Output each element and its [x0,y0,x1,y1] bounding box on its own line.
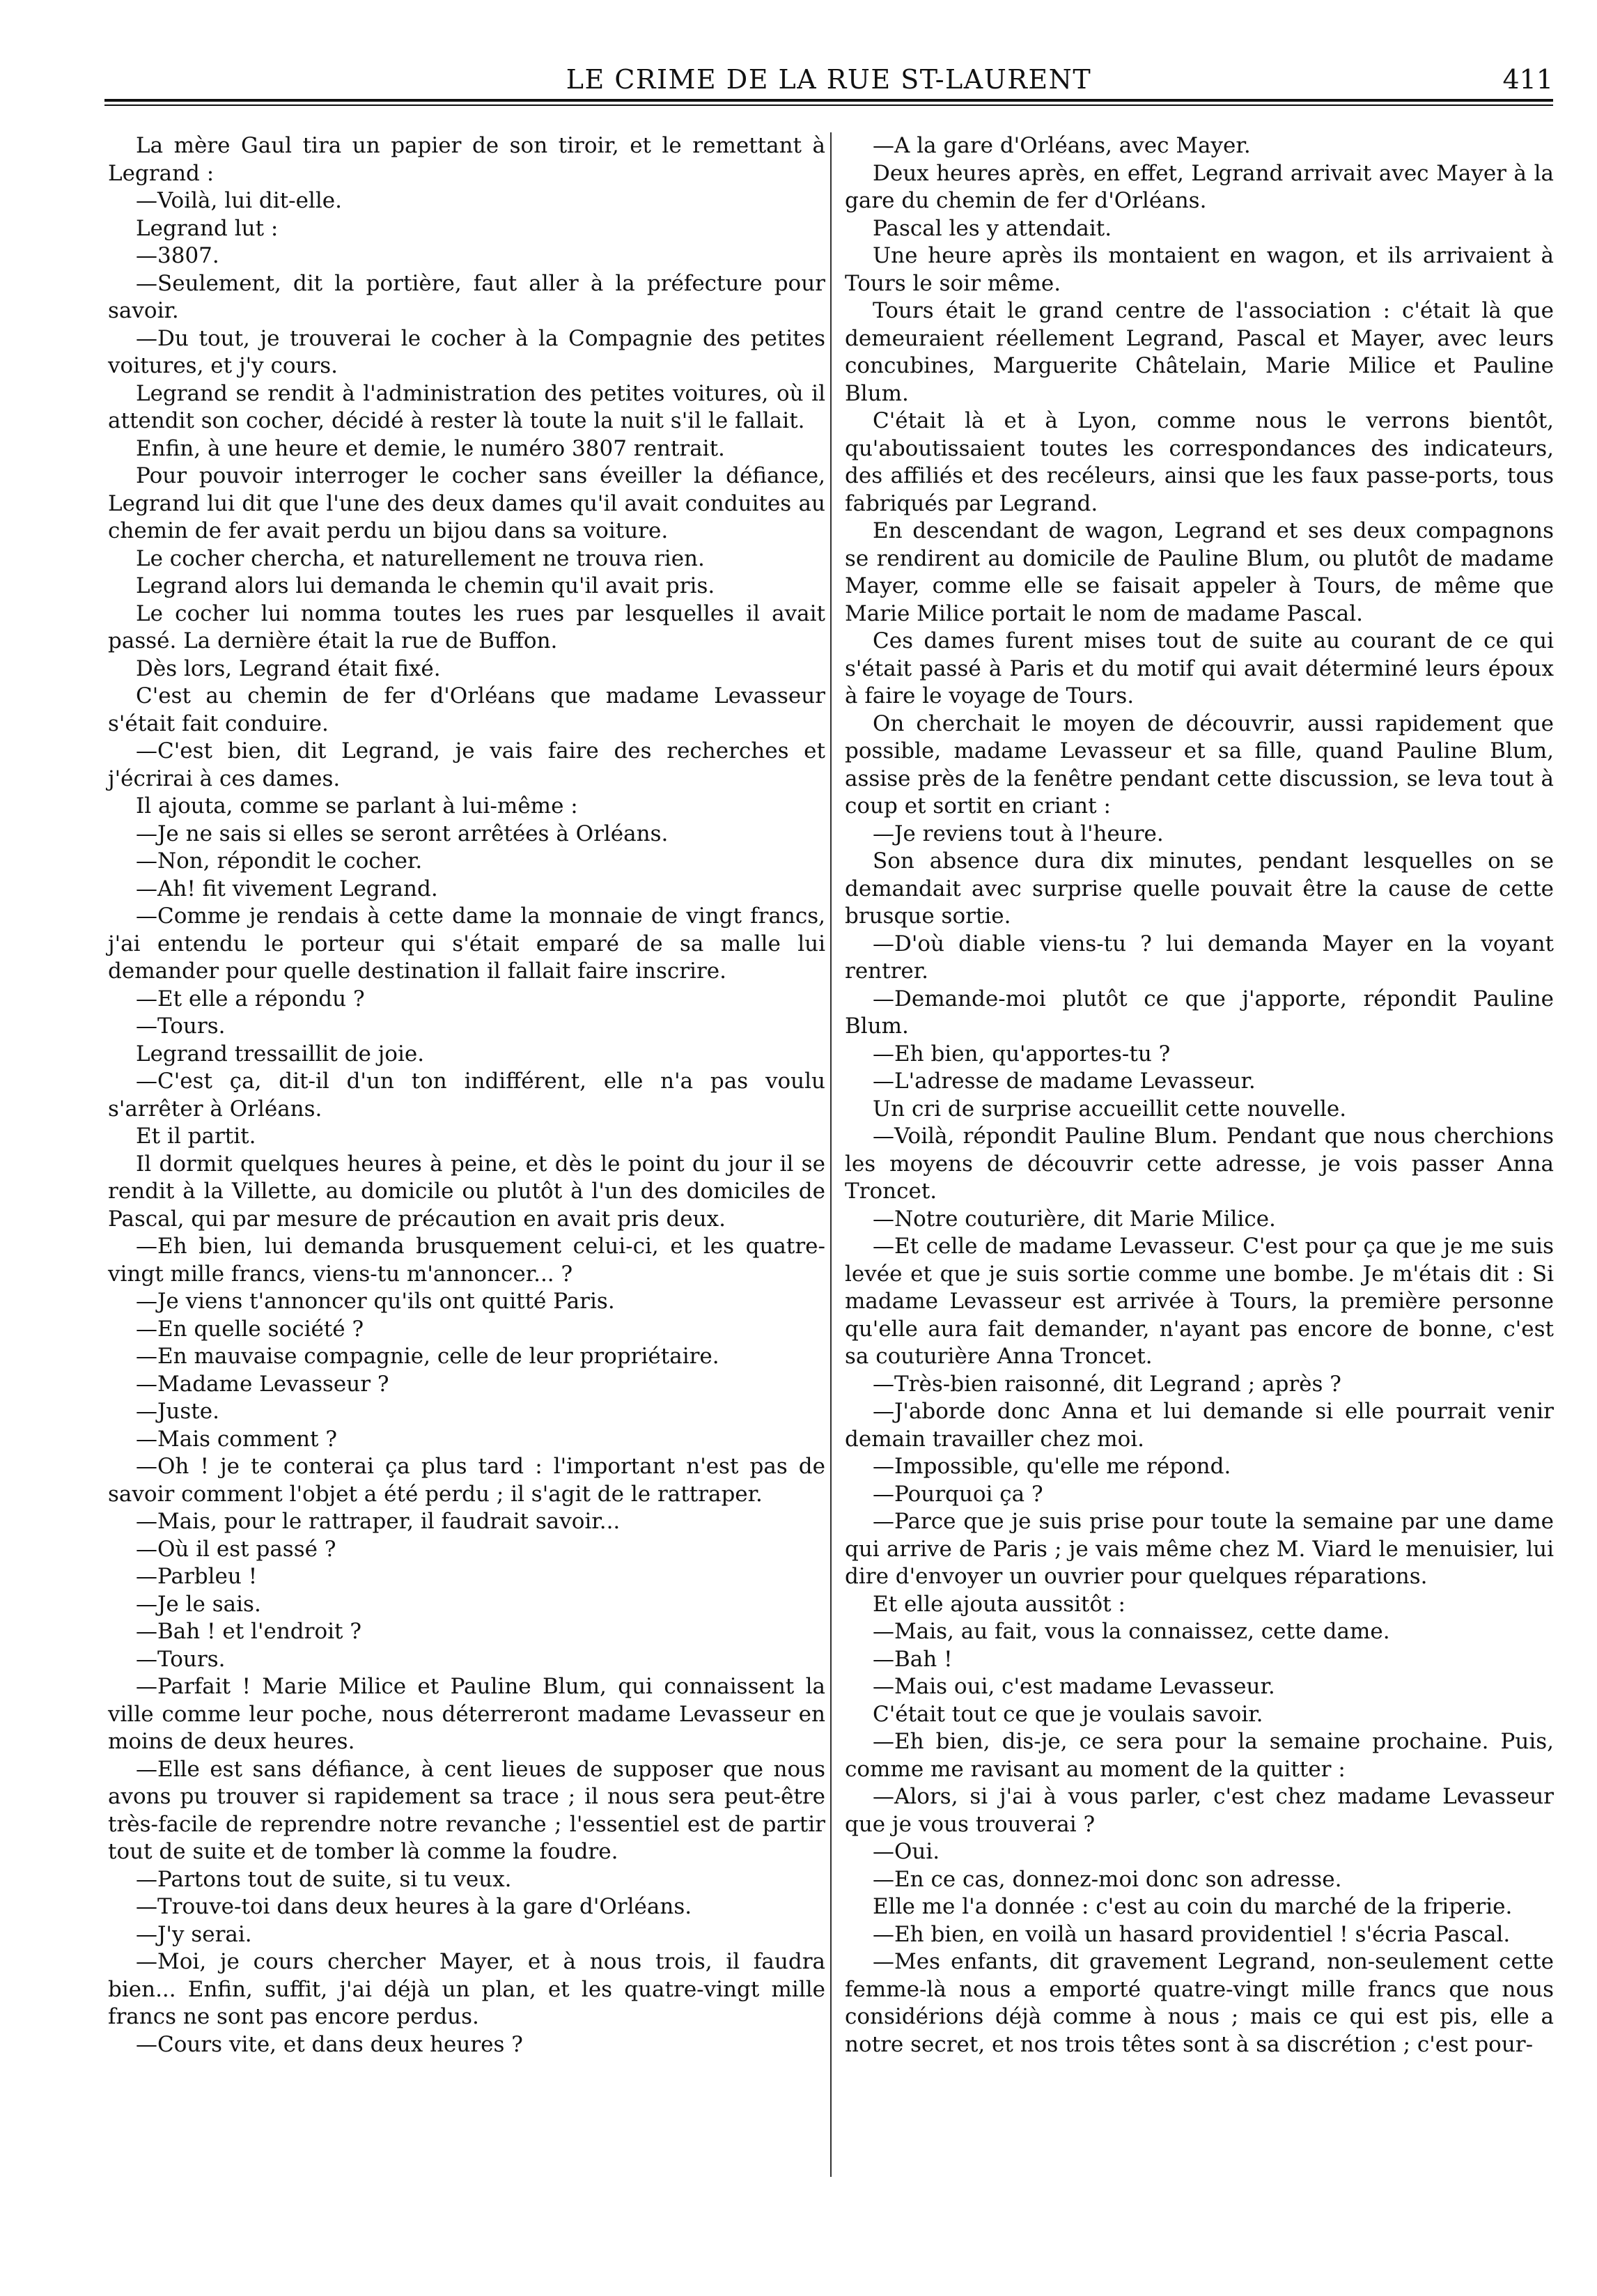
page-number: 411 [1502,64,1553,95]
paragraph: —C'est ça, dit-il d'un ton indifférent, elle n'a pas voulu s'arrêter à Orléans. [108,1069,825,1122]
paragraph: —Tours. [136,1014,226,1039]
paragraph: —En quelle société ? [136,1316,364,1342]
right-column [845,132,1554,2058]
paragraph: —D'où diable viens-tu ? lui demanda Mayer en la voyant rentrer. [845,931,1554,984]
paragraph: Son absence dura dix minutes, pendant lesquelles on se demandait avec surprise quelle pouvait être la cause de cette brusque sortie. [845,848,1554,929]
paragraph: —Impossible, qu'elle me répond. [873,1454,1231,1479]
paragraph: —En ce cas, donnez-moi donc son adresse. [873,1866,1342,1892]
header-rule-thick [104,99,1553,102]
paragraph: —J'aborde donc Anna et lui demande si elle pourrait venir demain travailler chez moi. [845,1399,1554,1452]
paragraph: Et il partit. [136,1124,256,1149]
paragraph: Legrand tressaillit de joie. [136,1041,425,1066]
paragraph: C'est au chemin de fer d'Orléans que madame Levasseur s'était fait conduire. [108,683,825,736]
paragraph: —Du tout, je trouverai le cocher à la Compagnie des petites voitures, et j'y cours. [108,325,825,378]
paragraph: —Je ne sais si elles se seront arrêtées à Orléans. [136,821,669,846]
paragraph: —J'y serai. [136,1921,252,1947]
paragraph: —Mais oui, c'est madame Levasseur. [873,1674,1275,1699]
paragraph: —Partons tout de suite, si tu veux. [136,1866,512,1892]
paragraph: —L'adresse de madame Levasseur. [873,1069,1256,1094]
paragraph: Enfin, à une heure et demie, le numéro 3807 rentrait. [136,435,725,461]
paragraph: Legrand alors lui demanda le chemin qu'il avait pris. [136,573,715,598]
paragraph: Pascal les y attendait. [873,215,1112,241]
paragraph: Ces dames furent mises tout de suite au courant de ce qui s'était passé à Paris et du motif qui avait déterminé leurs époux à faire le voyage de Tours. [845,628,1554,708]
paragraph: —Mais, au fait, vous la connaissez, cette dame. [873,1619,1390,1644]
paragraph: —Mes enfants, dit gravement Legrand, non-seulement cette femme-là nous a emporté quatre-vingt mille francs que nous considérions déjà comme à nous ; mais ce qui est pis, elle a notre secret, et nos trois têtes sont à sa discrétion ; c'est pour- [845,1949,1554,2057]
paragraph: Deux heures après, en effet, Legrand arrivait avec Mayer à la gare du chemin de fer d'Orléans. [845,160,1554,213]
paragraph: —Je viens t'annoncer qu'ils ont quitté Paris. [136,1289,615,1314]
paragraph: —Comme je rendais à cette dame la monnaie de vingt francs, j'ai entendu le porteur qui s'était emparé de sa malle lui demander pour quelle destination il fallait faire inscrire. [108,903,825,984]
paragraph: Pour pouvoir interroger le cocher sans éveiller la défiance, Legrand lui dit que l'une des deux dames qu'il avait conduites au chemin de fer avait perdu un bijou dans sa voiture. [108,463,825,543]
paragraph: En descendant de wagon, Legrand et ses deux compagnons se rendirent au domicile de Pauline Blum, ou plutôt de madame Mayer, comme elle se faisait appeler à Tours, de même que Marie Milice portait le nom de madame Pascal. [845,518,1554,626]
paragraph: Il ajouta, comme se parlant à lui-même : [136,793,578,819]
paragraph: —Parfait ! Marie Milice et Pauline Blum, qui connaissent la ville comme leur poche, nous déterreront madame Levasseur en moins de deux heures. [108,1674,825,1754]
paragraph: Tours était le grand centre de l'association : c'était là que demeuraient réellement Legrand, Pascal et Mayer, avec leurs concubines, Marguerite Châtelain, Marie Milice et Pauline Blum. [845,298,1554,406]
paragraph: C'était tout ce que je voulais savoir. [873,1701,1263,1727]
paragraph: C'était là et à Lyon, comme nous le verrons bientôt, qu'aboutissaient toutes les correspondances des indicateurs, des affiliés et des recéleurs, ainsi que les faux passe-ports, tous fabriqués par Legrand. [845,408,1554,516]
paragraph: —Je le sais. [136,1591,261,1617]
paragraph: Et elle ajouta aussitôt : [873,1591,1125,1617]
paragraph: —Elle est sans défiance, à cent lieues de supposer que nous avons pu trouver si rapidement sa trace ; il nous sera peut-être très-facile de reprendre notre revanche ; l'essentiel est de partir tout de suite et de tomber là comme la foudre. [108,1756,825,1864]
paragraph: —Bah ! et l'endroit ? [136,1619,361,1644]
paragraph: —Bah ! [873,1646,953,1672]
paragraph: Legrand se rendit à l'administration des petites voitures, où il attendit son cocher, décidé à rester là toute la nuit s'il le fallait. [108,380,825,433]
paragraph: —C'est bien, dit Legrand, je vais faire des recherches et j'écrirai à ces dames. [108,738,825,791]
paragraph: —3807. [136,243,219,268]
paragraph: —Eh bien, qu'apportes-tu ? [873,1041,1171,1066]
paragraph: —Seulement, dit la portière, faut aller à la préfecture pour savoir. [108,270,825,323]
paragraph: —Demande-moi plutôt ce que j'apporte, répondit Pauline Blum. [845,986,1554,1039]
paragraph: Un cri de surprise accueillit cette nouvelle. [873,1096,1347,1122]
paragraph: —Moi, je cours chercher Mayer, et à nous trois, il faudra bien... Enfin, suffit, j'ai déjà un plan, et les quatre-vingt mille francs ne sont pas encore perdus. [108,1949,825,2029]
paragraph: —Parbleu ! [136,1564,258,1589]
paragraph: Dès lors, Legrand était fixé. [136,656,441,681]
paragraph: La mère Gaul tira un papier de son tiroir, et le remettant à Legrand : [108,133,825,186]
paragraph: Une heure après ils montaient en wagon, et ils arrivaient à Tours le soir même. [845,243,1554,296]
header-rule-thin [104,104,1553,106]
paragraph: —Non, répondit le cocher. [136,848,423,874]
paragraph: —Tours. [136,1646,226,1672]
running-title: LE CRIME DE LA RUE ST-LAURENT [566,64,1092,95]
paragraph: —Et celle de madame Levasseur. C'est pour ça que je me suis levée et que je suis sortie comme une bombe. Je m'étais dit : Si madame Levasseur est arrivée à Tours, la première personne qu'elle aura fait demander, n'ayant pas encore de bonne, c'est sa couturière Anna Troncet. [845,1234,1554,1369]
paragraph: —Mais, pour le rattraper, il faudrait savoir... [136,1509,621,1534]
paragraph: —Voilà, lui dit-elle. [136,188,342,213]
paragraph: —Oui. [873,1839,940,1864]
paragraph: —Très-bien raisonné, dit Legrand ; après ? [873,1371,1341,1397]
paragraph: —Ah! fit vivement Legrand. [136,876,438,901]
paragraph: On cherchait le moyen de découvrir, aussi rapidement que possible, madame Levasseur et sa fille, quand Pauline Blum, assise près de la fenêtre pendant cette discussion, se leva tout à coup et sortit en criant : [845,711,1554,819]
paragraph: —Mais comment ? [136,1426,337,1452]
paragraph: —Je reviens tout à l'heure. [873,821,1164,846]
paragraph: —Voilà, répondit Pauline Blum. Pendant que nous cherchions les moyens de découvrir cette adresse, je vois passer Anna Troncet. [845,1124,1554,1204]
left-column [108,132,825,2058]
paragraph: —Oh ! je te conterai ça plus tard : l'important n'est pas de savoir comment l'objet a été perdu ; il s'agit de le rattraper. [108,1454,825,1507]
paragraph: —Pourquoi ça ? [873,1481,1043,1507]
paragraph: —Et elle a répondu ? [136,986,365,1011]
paragraph: —En mauvaise compagnie, celle de leur propriétaire. [136,1344,719,1369]
paragraph: —Eh bien, en voilà un hasard providentiel ! s'écria Pascal. [873,1921,1511,1947]
paragraph: —Alors, si j'ai à vous parler, c'est chez madame Levasseur que je vous trouverai ? [845,1784,1554,1837]
paragraph: Il dormit quelques heures à peine, et dès le point du jour il se rendit à la Villette, au domicile ou plutôt à l'un des domiciles de Pascal, qui par mesure de précaution en avait pris deux. [108,1151,825,1232]
column-divider [830,132,832,2177]
paragraph: —Eh bien, dis-je, ce sera pour la semaine prochaine. Puis, comme me ravisant au moment de la quitter : [845,1729,1554,1782]
paragraph: —Eh bien, lui demanda brusquement celui-ci, et les quatre-vingt mille francs, viens-tu m'annoncer... ? [108,1234,825,1287]
paragraph: Elle me l'a donnée : c'est au coin du marché de la friperie. [873,1894,1513,1919]
paragraph: —Notre couturière, dit Marie Milice. [873,1206,1276,1232]
paragraph: —Juste. [136,1399,219,1424]
paragraph: Legrand lut : [136,215,279,241]
paragraph: Le cocher lui nomma toutes les rues par lesquelles il avait passé. La dernière était la rue de Buffon. [108,600,825,653]
paragraph: Le cocher chercha, et naturellement ne trouva rien. [136,545,705,571]
paragraph: —Trouve-toi dans deux heures à la gare d'Orléans. [136,1894,692,1919]
paragraph: —Où il est passé ? [136,1536,336,1562]
paragraph: —A la gare d'Orléans, avec Mayer. [873,133,1251,158]
paragraph: —Madame Levasseur ? [136,1371,389,1397]
paragraph: —Parce que je suis prise pour toute la semaine par une dame qui arrive de Paris ; je vais même chez M. Viard le menuisier, lui dire d'envoyer un ouvrier pour quelques réparations. [845,1509,1554,1589]
paragraph: —Cours vite, et dans deux heures ? [136,2031,523,2057]
